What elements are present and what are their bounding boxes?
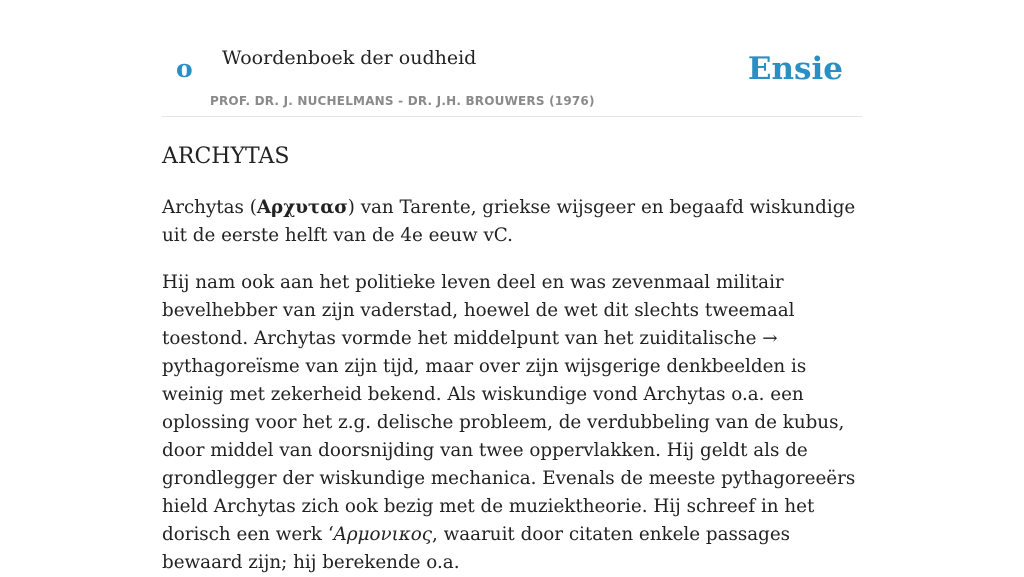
entry-paragraph-2 (162, 269, 862, 577)
p2-greek-title: Αρμονικος (333, 524, 432, 545)
p2-text-after: , waaruit door citaten enkele passages bewaard zijn; hij berekende o.a. (162, 524, 791, 573)
header (162, 0, 862, 117)
p1-greek-name: Αρχυτασ (256, 197, 348, 218)
p1-text-after: ) van Tarente, griekse wijsgeer en begaafd wiskundige uit de eerste helft van de 4e eeuw vC. (162, 197, 856, 246)
book-title[interactable]: Woordenboek der oudheid (222, 47, 477, 69)
entry-paragraph-1 (162, 194, 862, 250)
brand-logo[interactable]: Ensie (747, 51, 843, 87)
p2-text: Hij nam ook aan het politieke leven deel en was zevenmaal militair bevelhebber van zijn vaderstad, hoewel de wet dit slechts tweemaal toestond. Archytas vormde het middelpunt van het zuiditalische → pythagoreïsme van zijn tijd, maar over zijn wijsgerige denkbeelden is weinig met zekerheid bekend. Als wiskundige vond Archytas o.a. een oplossing voor het z.g. delische probleem, de verdubbeling van de kubus, door middel van doorsnijding van twee oppervlakken. Hij geldt als de grondlegger der wiskundige mechanica. Evenals de meeste pythagoreeërs hield Archytas zich ook bezig met de muziektheorie. Hij schreef in het dorisch een werk ‘ (162, 272, 856, 545)
entry-title: ARCHYTAS (162, 144, 290, 169)
page (162, 0, 862, 577)
authors-line: PROF. DR. J. NUCHELMANS - DR. J.H. BROUWERS (1976) (210, 94, 595, 108)
p1-text-before: Archytas ( (162, 197, 257, 218)
site-logo[interactable]: o (176, 54, 193, 83)
